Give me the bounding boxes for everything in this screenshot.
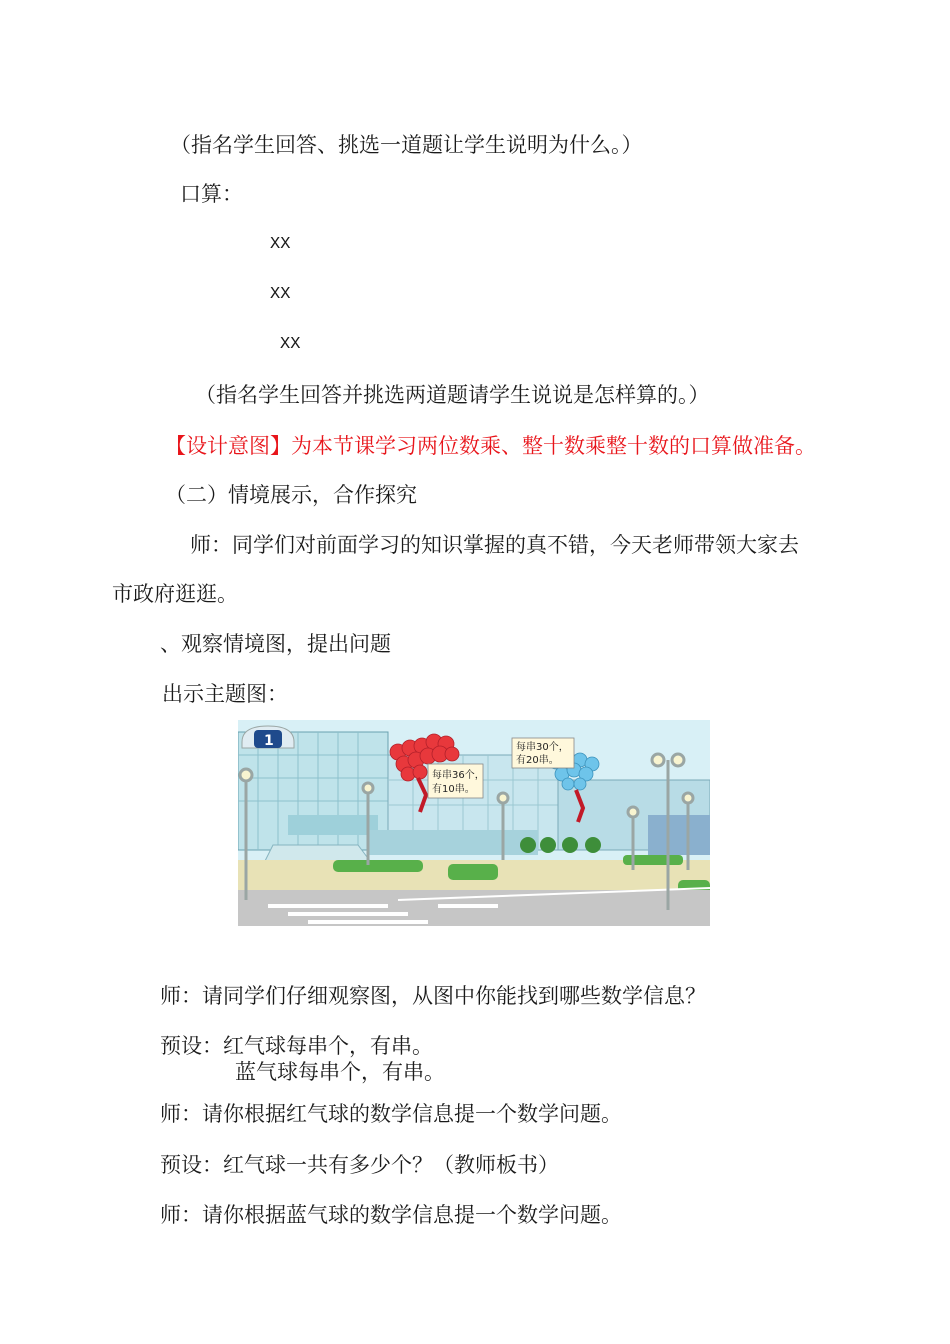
- instruction-line-1: （指名学生回答、挑选一道题让学生说明为什么。）: [170, 133, 643, 157]
- teacher-line-2: 师：请同学们仔细观察图，从图中你能找到哪些数学信息？: [160, 984, 706, 1008]
- blue-sign-line-2: 有20串。: [516, 755, 559, 766]
- theme-illustration: [238, 720, 710, 926]
- oral-calc-label: 口算：: [180, 182, 243, 206]
- design-intent: 【设计意图】为本节课学习两位数乘、整十数乘整十数的口算做准备。: [165, 434, 816, 458]
- preset-line-2: 预设：红气球一共有多少个？（教师板书）: [160, 1153, 559, 1177]
- section-heading-2: （二）情境展示，合作探究: [165, 483, 417, 507]
- show-picture-label: 出示主题图：: [162, 682, 288, 706]
- red-sign-line-2: 有10串。: [432, 784, 475, 795]
- teacher-line-1b: 市政府逛逛。: [112, 582, 238, 606]
- red-balloon-sign: [428, 764, 485, 798]
- scene-number-badge: [242, 726, 294, 749]
- preset-line-1: 预设：红气球每串个，有串。: [160, 1034, 433, 1058]
- red-sign-line-1: 每串36个，: [432, 770, 485, 781]
- scene-number: 1: [264, 733, 274, 749]
- blue-balloon-sign: [512, 738, 574, 768]
- oral-calc-item-2: XX: [270, 285, 291, 304]
- observe-heading: 、观察情境图，提出问题: [160, 632, 391, 656]
- blue-sign-line-1: 每串30个，: [516, 742, 569, 753]
- teacher-line-3: 师：请你根据红气球的数学信息提一个数学问题。: [160, 1102, 622, 1126]
- teacher-line-1a: 师：同学们对前面学习的知识掌握的真不错，今天老师带领大家去: [190, 533, 799, 557]
- oral-calc-item-3: XX: [280, 335, 301, 354]
- oral-calc-item-1: XX: [270, 235, 291, 254]
- teacher-line-4: 师：请你根据蓝气球的数学信息提一个数学问题。: [160, 1203, 622, 1227]
- preset-line-1b: 蓝气球每串个，有串。: [235, 1060, 445, 1084]
- instruction-line-2: （指名学生回答并挑选两道题请学生说说是怎样算的。）: [195, 383, 710, 407]
